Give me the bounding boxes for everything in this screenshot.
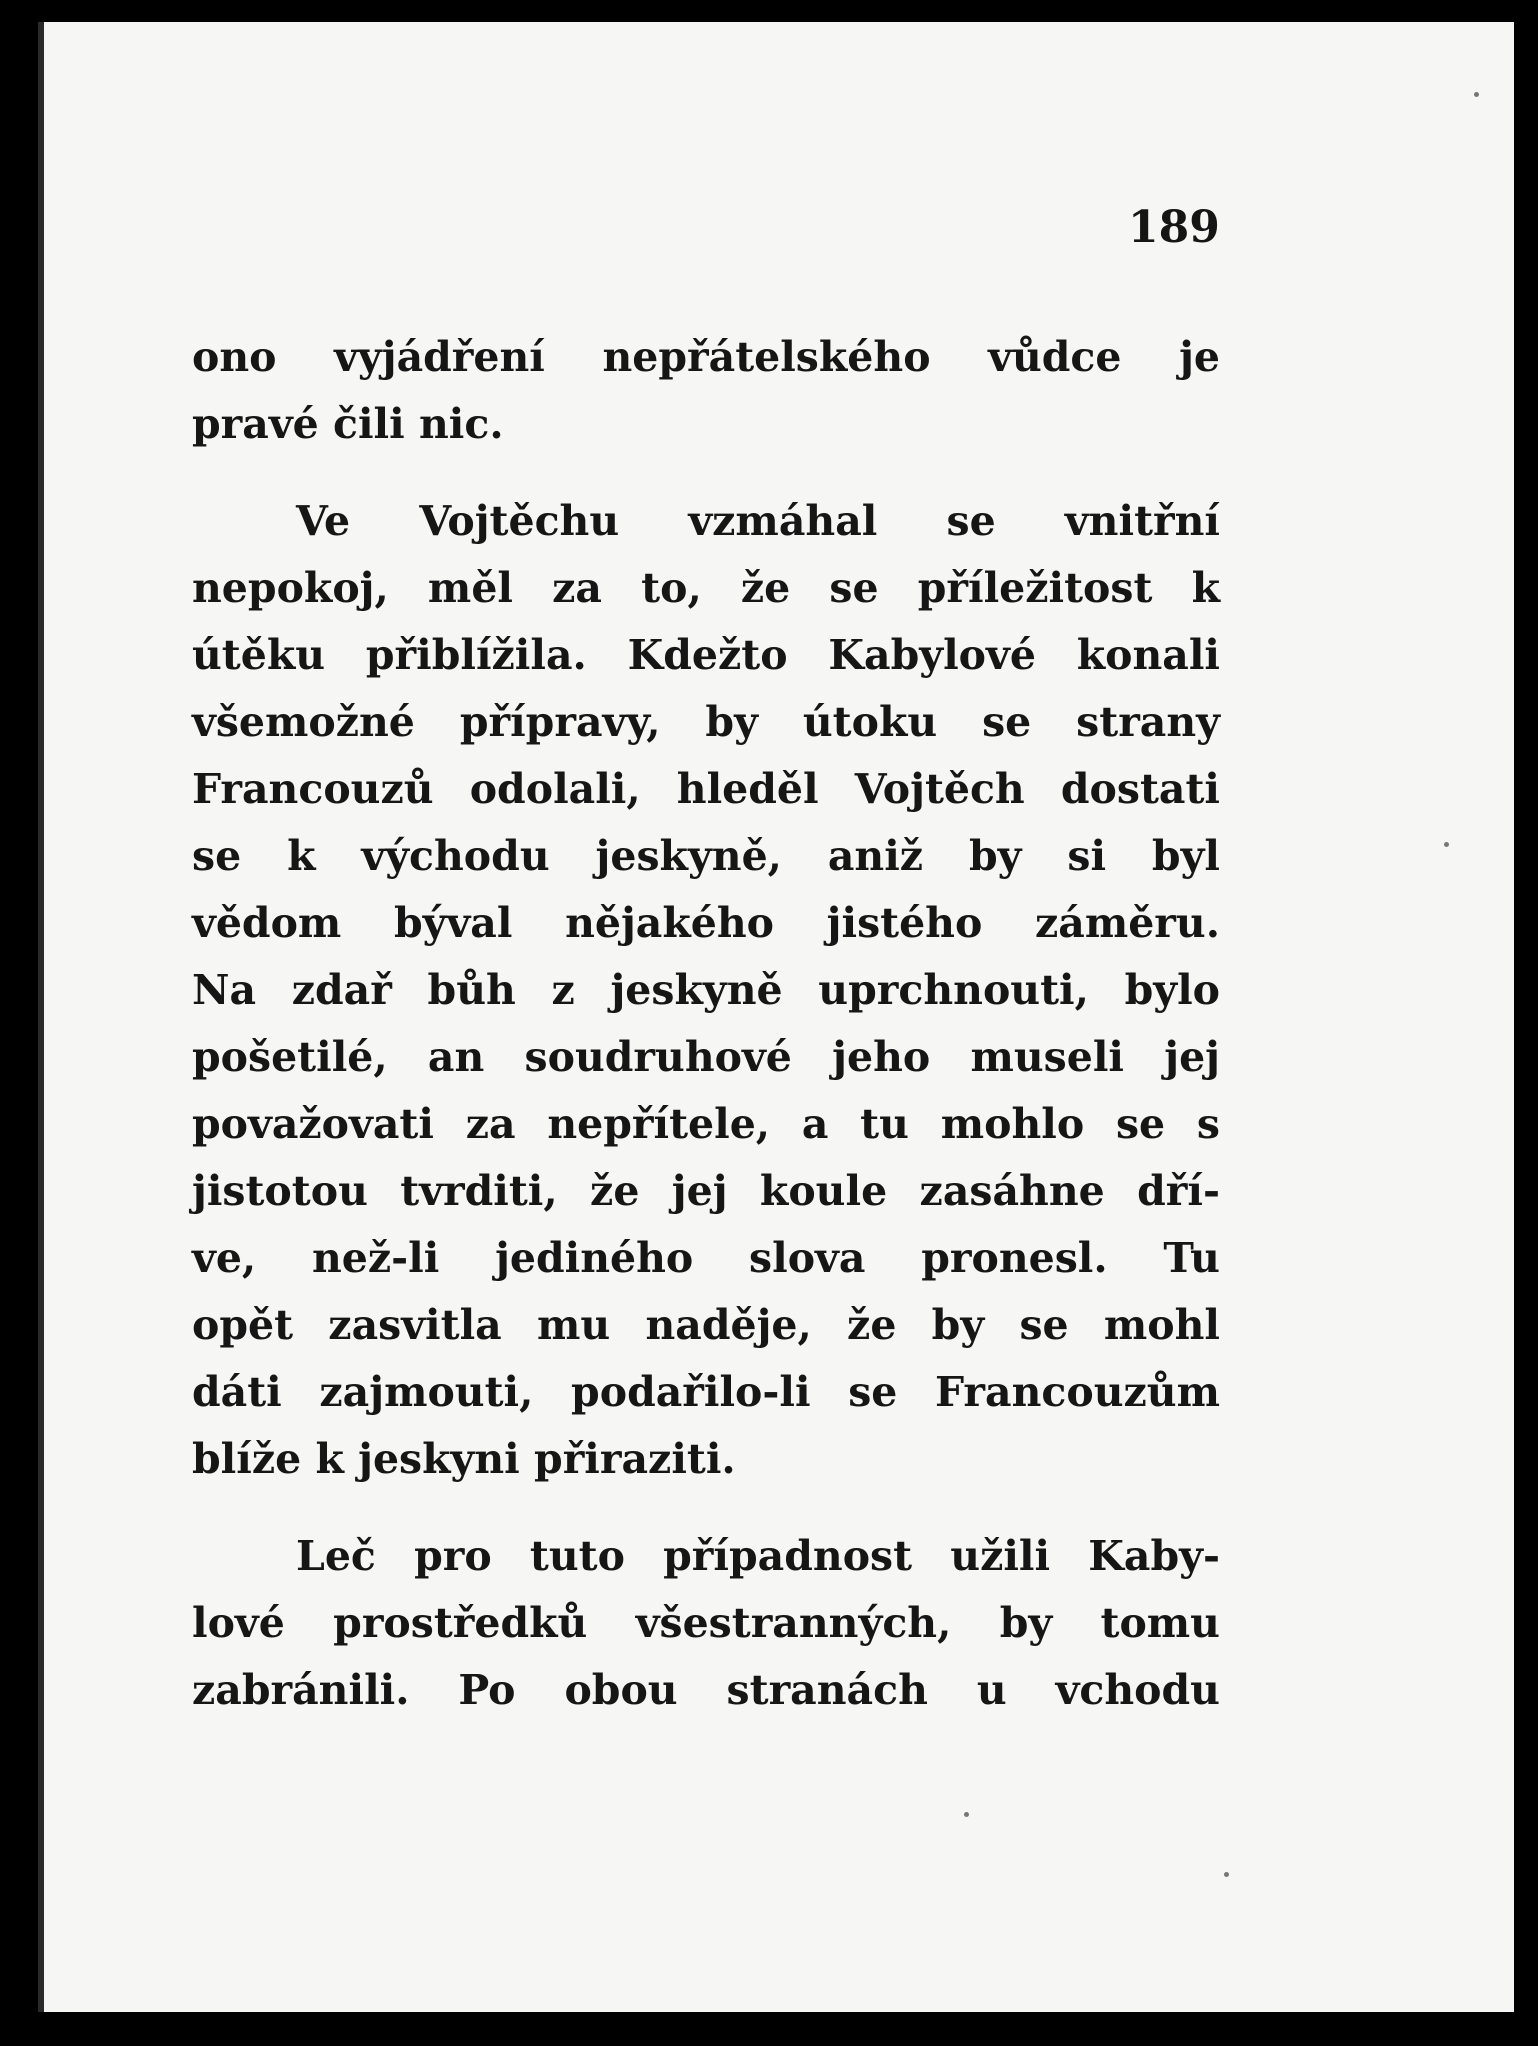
text-line: ono vyjádření nepřátelského vůdce je (192, 333, 1220, 381)
text-line: blíže k jeskyni přiraziti. (192, 1435, 736, 1483)
paragraph-gap (192, 1493, 1220, 1523)
scan-speck (1224, 1872, 1229, 1877)
text-line: ve, než-li jediného slova pronesl. Tu (192, 1234, 1220, 1282)
text-line: opět zasvitla mu naděje, že by se mohl (192, 1301, 1220, 1349)
text-line: pošetilé, an soudruhové jeho museli jej (192, 1033, 1220, 1081)
text-line: Na zdař bůh z jeskyně uprchnouti, bylo (192, 966, 1220, 1014)
page-text (192, 324, 1220, 1724)
text-line: všemožné přípravy, by útoku se strany (192, 698, 1220, 746)
text-line: se k východu jeskyně, aniž by si byl (192, 832, 1220, 880)
text-line: pravé čili nic. (192, 400, 504, 448)
text-line: zabránili. Po obou stranách u vchodu (192, 1666, 1220, 1714)
text-line: lové prostředků všestranných, by tomu (192, 1599, 1220, 1647)
text-line: jistotou tvrditi, že jej koule zasáhne dří- (192, 1167, 1220, 1215)
text-line: Francouzů odolali, hleděl Vojtěch dostati (192, 765, 1220, 813)
text-line: nepokoj, měl za to, že se příležitost k (192, 564, 1220, 612)
scan-speck (1474, 92, 1479, 97)
scan-speck (964, 1812, 969, 1817)
text-line: dáti zajmouti, podařilo-li se Francouzům (192, 1368, 1220, 1416)
page-number: 189 (1128, 202, 1220, 253)
text-line: považovati za nepřítele, a tu mohlo se s (192, 1100, 1220, 1148)
text-line: Ve Vojtěchu vzmáhal se vnitřní (296, 497, 1220, 545)
scan-speck (1444, 842, 1449, 847)
text-line: útěku přiblížila. Kdežto Kabylové konali (192, 631, 1220, 679)
book-page (38, 22, 1514, 2012)
text-line: vědom býval nějakého jistého záměru. (192, 899, 1220, 947)
paragraph-gap (192, 458, 1220, 488)
text-line: Leč pro tuto případnost užili Kaby- (296, 1532, 1220, 1580)
